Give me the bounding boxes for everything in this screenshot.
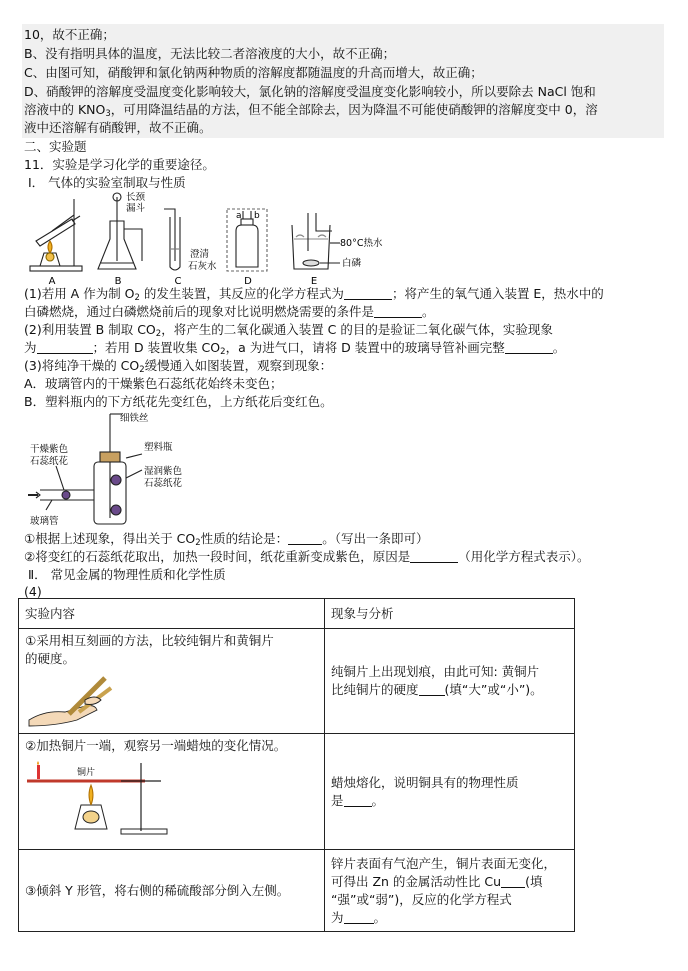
answer-blank[interactable] bbox=[37, 341, 93, 354]
answer-blank[interactable] bbox=[344, 911, 374, 924]
row1-analysis: 纯铜片上出现划痕，由此可知: 黄铜片 比纯铜片的硬度 (填“大”或“小”)。 bbox=[325, 629, 575, 734]
row3-content: ③倾斜 Y 形管，将右侧的稀硫酸部分倒入左侧。 bbox=[19, 850, 325, 932]
port-a-label: a bbox=[236, 211, 242, 221]
stand-base bbox=[30, 266, 82, 271]
label-d: D bbox=[244, 276, 252, 287]
scratch-illustration bbox=[25, 670, 117, 730]
answer-blank[interactable] bbox=[288, 532, 322, 545]
answer-blank[interactable] bbox=[501, 875, 525, 888]
funnel-label-1: 长颈 bbox=[126, 192, 146, 203]
answer-blank[interactable] bbox=[344, 794, 372, 807]
q3-conclusion-1: ①根据上述现象，得出关于 $CO_2$性质的结论是： 。（写出一条即可） bbox=[24, 531, 429, 548]
q2-line-2: 为 ；若用 D 装置收集 $CO_2$，a 为进气口，请将 D 装置中的玻璃导管补画完整 。 bbox=[24, 340, 566, 357]
part-2-title: Ⅱ． 常见金属的物理性质和化学性质 bbox=[28, 567, 226, 582]
hotwater-label: 80°C热水 bbox=[340, 238, 383, 249]
q3-observation-a: A．玻璃管内的干燥紫色石蕊纸花始终未变色； bbox=[24, 376, 283, 391]
analysis-line-4: D、硝酸钾的溶解度受温度变化影响较大，氯化钠的溶解度受温度变化影响较小，所以要除去 NaCl 饱和 bbox=[24, 84, 596, 99]
q4-label: (4) bbox=[24, 584, 42, 599]
label-c: C bbox=[174, 276, 182, 287]
wet-paper-flower-lower bbox=[111, 505, 121, 515]
q1-line-1: (1)若用 A 作为制 $O_2$ 的发生装置，其反应的化学方程式为 ；将产生的氧气通入装置 E，热水中的 bbox=[24, 286, 604, 303]
header-analysis: 现象与分析 bbox=[325, 599, 575, 629]
wire-label: 细铁丝 bbox=[120, 413, 149, 424]
port-b-label: b bbox=[254, 211, 260, 221]
heating-copper-illustration bbox=[25, 759, 175, 837]
analysis-line-1: 10，故不正确； bbox=[24, 27, 115, 42]
q2-line-1: (2)利用装置 B 制取 $CO_2$，将产生的二氧化碳通入装置 C 的目的是验证二氧化碳气体，实验现象 bbox=[24, 322, 553, 339]
bottle-d-frame bbox=[227, 209, 267, 271]
dry-flower-label-1: 干燥紫色 bbox=[30, 444, 69, 455]
row2-analysis: 蜡烛熔化，说明铜具有的物理性质 是 。 bbox=[325, 734, 575, 850]
analysis-line-5: 溶液中的 $KNO_3$，可用降温结晶的方法，但不能全部除去，因为降温不可能使硝酸钾的溶解度变中 0，溶 bbox=[24, 102, 598, 119]
q3-line-1: (3)将纯净干燥的 $CO_2$缓慢通入如图装置，观察到现象： bbox=[24, 358, 333, 375]
dry-flower-label-2: 石蕊纸花 bbox=[30, 456, 69, 467]
phosphorus-label: 白磷 bbox=[342, 258, 362, 269]
bottle-stopper bbox=[100, 452, 120, 462]
table-row bbox=[19, 629, 575, 734]
test-tube-a bbox=[36, 219, 75, 246]
apparatus-figure bbox=[22, 191, 392, 287]
label-a: A bbox=[48, 276, 56, 287]
row3-analysis: 锌片表面有气泡产生，铜片表面无变化， 可得出 Zn 的金属活动性比 Cu (填 “强”或“弱”)，反应的化学方程式 为 。 bbox=[325, 850, 575, 932]
bottle-label: 塑料瓶 bbox=[144, 442, 173, 453]
row1-content: ①采用相互刻画的方法，比较纯铜片和黄铜片 的硬度。 bbox=[19, 629, 325, 734]
funnel-label-2: 漏斗 bbox=[126, 203, 146, 214]
answer-blank[interactable] bbox=[374, 305, 422, 318]
analysis-line-6: 液中还溶解有硝酸钾，故不正确。 bbox=[24, 120, 212, 135]
dry-paper-flower bbox=[62, 491, 70, 499]
experiment-table bbox=[18, 598, 575, 932]
answer-blank[interactable] bbox=[410, 550, 458, 563]
wet-flower-label-2: 石蕊纸花 bbox=[144, 478, 183, 489]
wet-flower-label-1: 湿润紫色 bbox=[144, 466, 183, 477]
table-row bbox=[19, 850, 575, 932]
q1-line-2: 白磷燃烧，通过白磷燃烧前后的现象对比说明燃烧需要的条件是 。 bbox=[24, 304, 435, 319]
header-content: 实验内容 bbox=[19, 599, 325, 629]
part-1-title: Ⅰ． 气体的实验室制取与性质 bbox=[28, 175, 186, 190]
analysis-line-3: C、由图可知，硝酸钾和氯化钠两种物质的溶解度都随温度的升高而增大，故正确； bbox=[24, 65, 483, 80]
table-row bbox=[19, 734, 575, 850]
answer-blank[interactable] bbox=[505, 341, 553, 354]
question-11-title: 11．实验是学习化学的重要途径。 bbox=[24, 157, 215, 172]
co2-bottle-figure bbox=[26, 410, 226, 528]
lime-label-1: 澄清 bbox=[190, 249, 210, 260]
q3-conclusion-2: ②将变红的石蕊纸花取出，加热一段时间，纸花重新变成紫色，原因是 （用化学方程式表示）。 bbox=[24, 549, 590, 564]
label-e: E bbox=[310, 276, 318, 287]
analysis-line-2: B、没有指明具体的温度，无法比较二者溶液度的大小，故不正确； bbox=[24, 46, 396, 61]
tube-label: 玻璃管 bbox=[30, 516, 59, 527]
wet-paper-flower-upper bbox=[111, 475, 121, 485]
answer-blank[interactable] bbox=[419, 683, 445, 696]
copper-label: 铜片 bbox=[77, 768, 96, 778]
table-header-row bbox=[19, 599, 575, 629]
bottle-d bbox=[236, 225, 258, 267]
q3-observation-b: B．塑料瓶内的下方纸花先变红色，上方纸花后变红色。 bbox=[24, 394, 333, 409]
section-heading: 二、实验题 bbox=[24, 139, 87, 154]
row2-content: ②加热铜片一端，观察另一端蜡烛的变化情况。 铜片 bbox=[19, 734, 325, 850]
answer-blank[interactable] bbox=[344, 287, 392, 300]
label-b: B bbox=[114, 276, 122, 287]
lime-label-2: 石灰水 bbox=[188, 261, 217, 272]
